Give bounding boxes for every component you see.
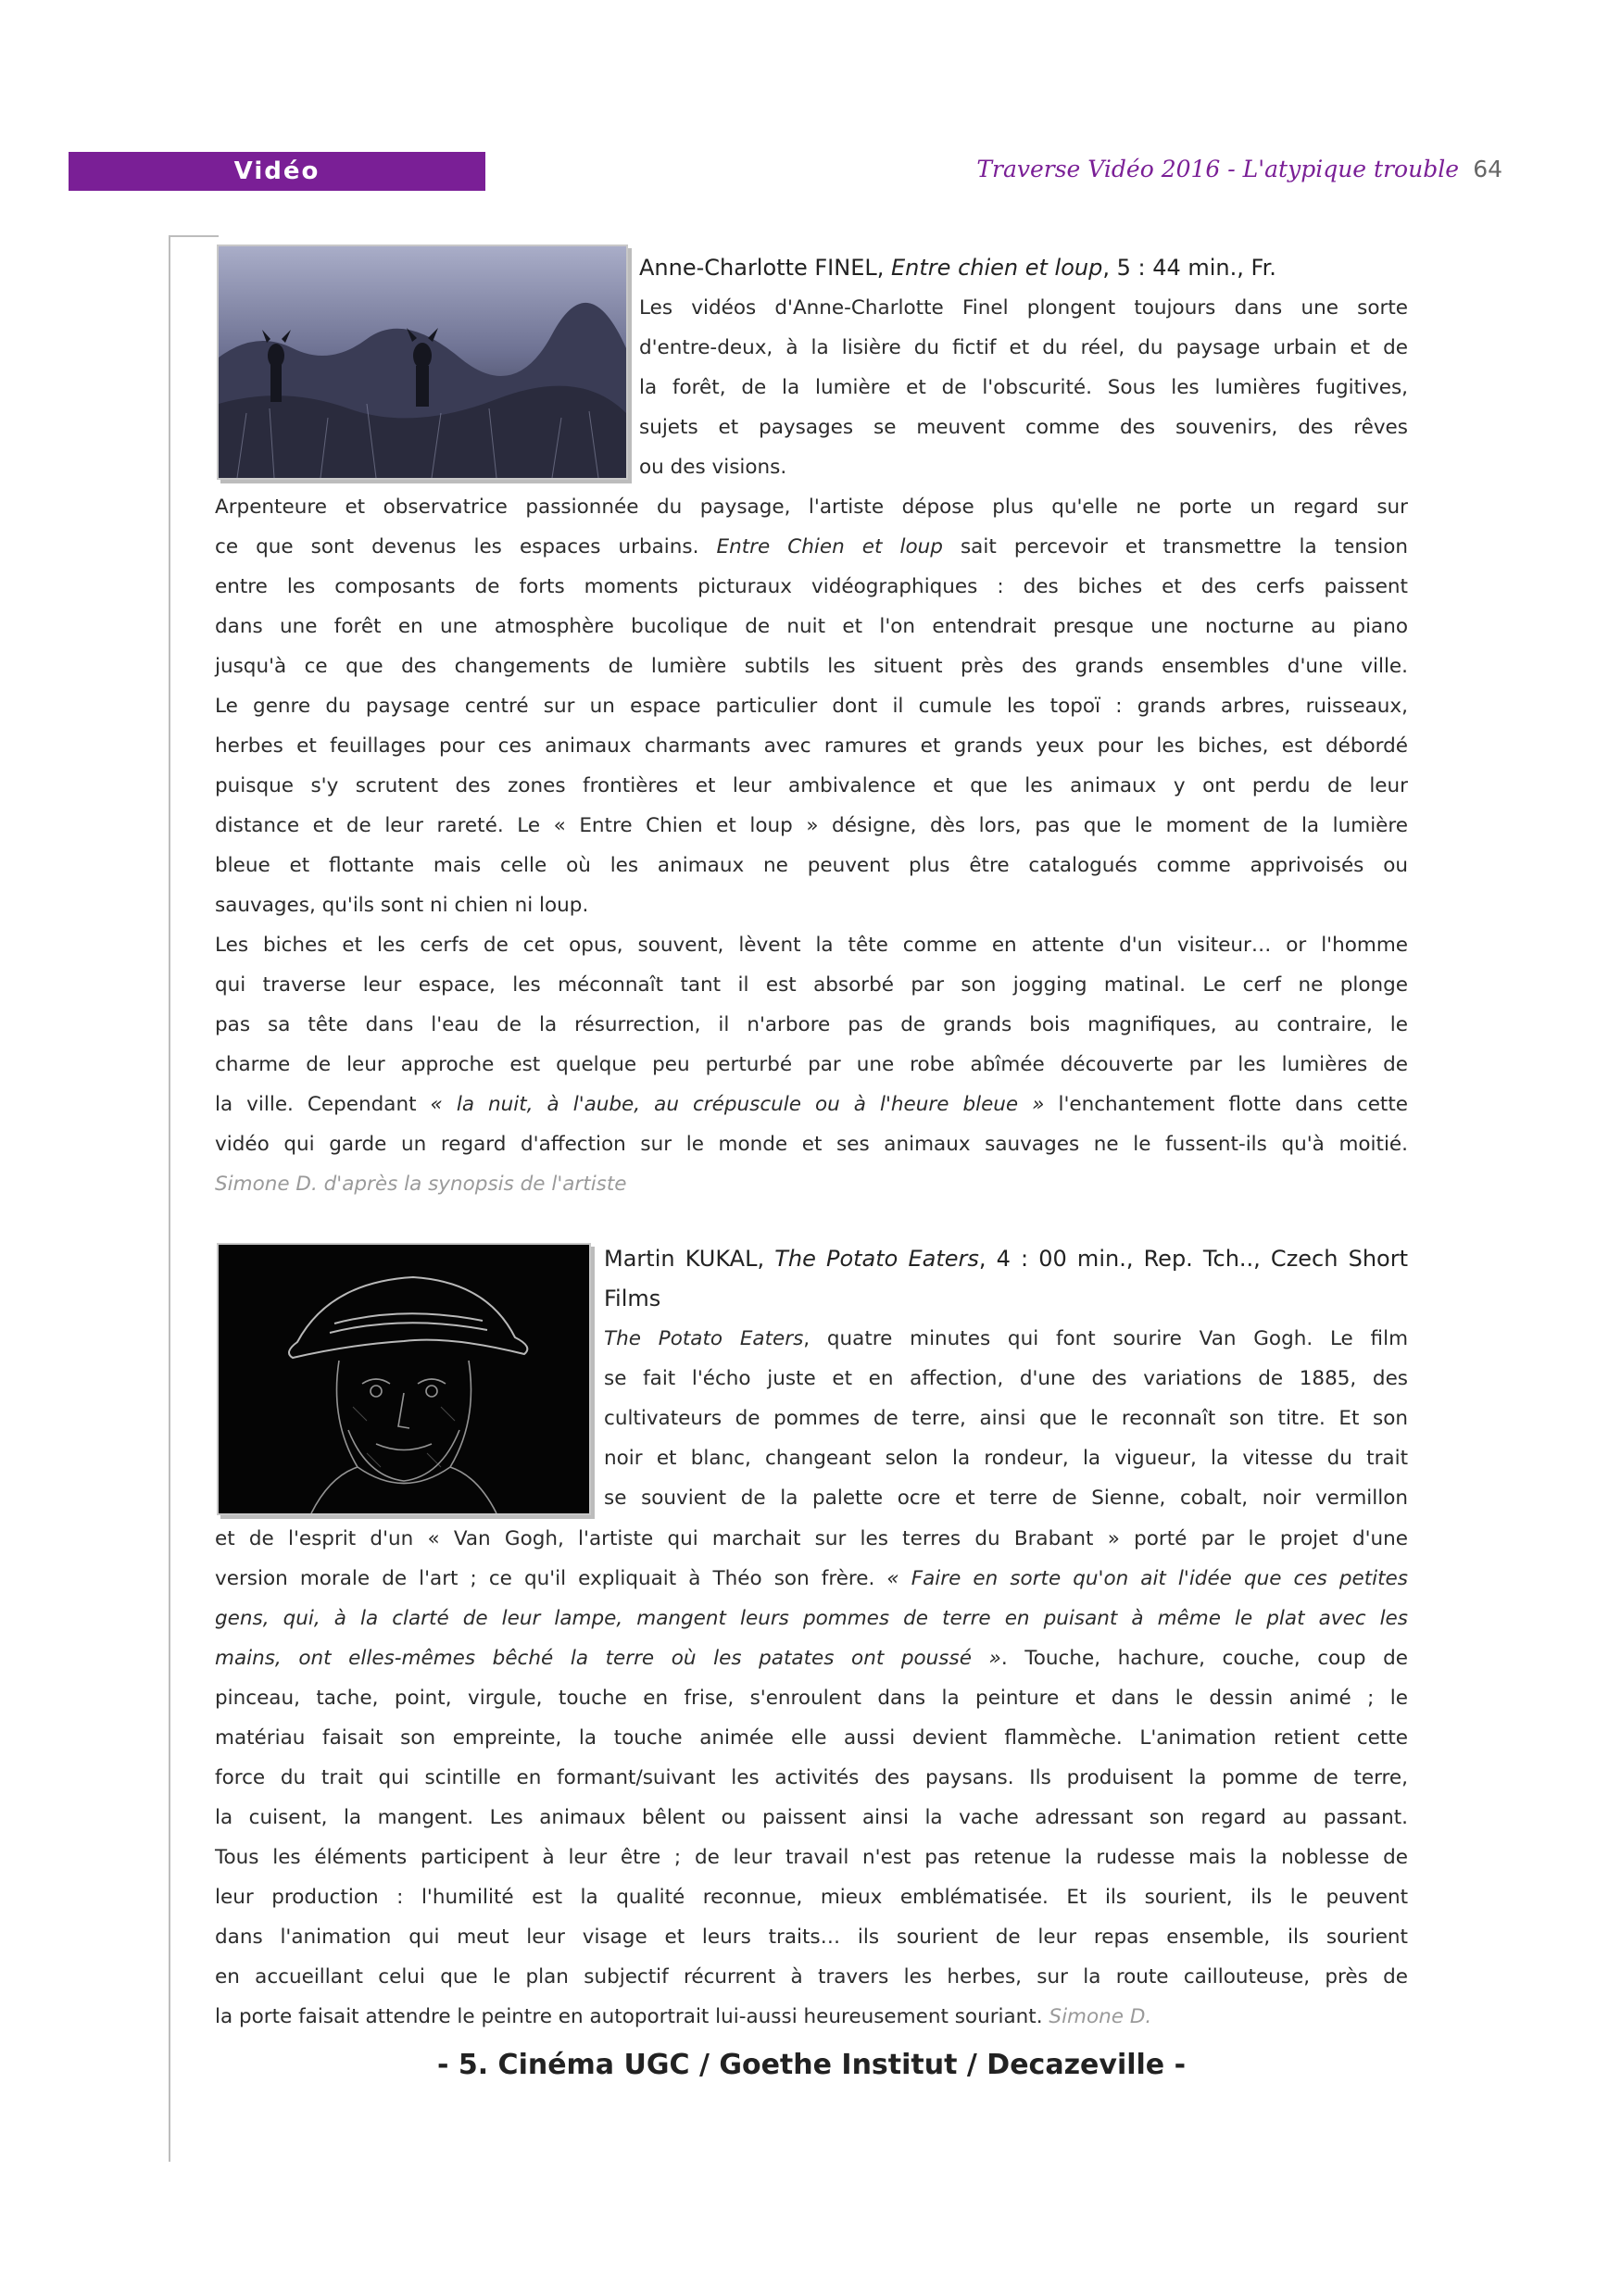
entry1-body-line: dans une forêt en une atmosphère bucolique de nuit et l'on entendrait presque une nocturne au piano [215,615,1408,638]
entry1-body-line: pas sa tête dans l'eau de la résurrection, il n'arbore pas de grands bois magnifiques, au contraire, le [215,1013,1408,1036]
entry1-body-text: la ville. Cependant [215,1093,431,1116]
entry1-body-line [215,527,1408,567]
entry2-quote: mains, ont elles-mêmes bêché la terre où les patates ont poussé » [215,1647,1001,1670]
entry2-inline-title: The Potato Eaters [604,1327,804,1350]
entry1-intro-line: Les vidéos d'Anne-Charlotte Finel plongent toujours dans une sorte [639,296,1408,320]
entry1-intro-line: d'entre-deux, à la lisière du fictif et du réel, du paysage urbain et de [639,336,1408,359]
entry2-intro [604,1319,1408,1518]
entry1-body-text: sait percevoir et transmettre la tension [942,535,1408,558]
entry1-credit: Simone D. d'après la synopsis de l'artiste [215,1173,627,1196]
section-label-bar [69,152,485,191]
entry2-body-line [215,1559,1408,1599]
entry2-meta: , 4 : 00 min., Rep. Tch.., Czech Short [978,1246,1408,1272]
entry2-body-line: et de l'esprit d'un « Van Gogh, l'artiste qui marchait sur les terres du Brabant » porté par le projet d'une [215,1527,1408,1550]
entry1-body-text: l'enchantement flotte dans cette [1044,1093,1409,1116]
entry2-intro-line: noir et blanc, changeant selon la rondeur, la vigueur, la vitesse du trait [604,1447,1408,1470]
running-title: Traverse Vidéo 2016 - L'atypique trouble [976,156,1459,182]
entry1-title: Entre chien et loup [891,255,1103,281]
entry1-body-line: sauvages, qu'ils sont ni chien ni loup. [215,894,589,917]
film-still-entre-chien-et-loup [217,245,628,480]
entry1-body-line: distance et de leur rareté. Le « Entre Chien et loup » désigne, dès lors, pas que le moment de la lumière [215,814,1408,837]
entry2-intro-line [604,1319,1408,1359]
entry2-heading [604,1239,1408,1319]
entry2-body-line [215,1997,1408,2037]
entry2-quote: gens, qui, à la clarté de leur lampe, mangent leurs pommes de terre en puisant à même le plat avec les [215,1607,1408,1630]
entry2-title: The Potato Eaters [774,1246,979,1272]
entry2-body-line: Tous les éléments participent à leur être ; de leur travail n'est pas retenue la rudesse mais la noblesse de [215,1846,1408,1869]
entry1-meta: , 5 : 44 min., Fr. [1102,255,1276,281]
venue-footer: - 5. Cinéma UGC / Goethe Institut / Decazeville - [436,2049,1187,2081]
entry2-body-line [215,1638,1408,1678]
entry1-body-line [215,1085,1408,1124]
entry2-intro-line: cultivateurs de pommes de terre, ainsi que le reconnaît son titre. Et son [604,1407,1408,1430]
entry1-body-line: Le genre du paysage centré sur un espace particulier dont il cumule les topoï : grands arbres, ruisseaux, [215,695,1408,718]
entry2-body-text: version morale de l'art ; ce qu'il expliquait à Théo son frère. [215,1567,887,1590]
entry1-inline-title: Entre Chien et loup [716,535,943,558]
entry1-body-line: bleue et flottante mais celle où les animaux ne peuvent plus être catalogués comme apprivoisés ou [215,854,1408,877]
entry2-author: Martin KUKAL, [604,1246,775,1272]
entry2-body-text: la porte faisait attendre le peintre en autoportrait lui-aussi heureusement souriant. [215,2005,1049,2028]
entry2-body-line: matériau faisait son empreinte, la touche animée elle aussi devient flammèche. L'animation retient cette [215,1726,1408,1750]
entry2-intro-line: se fait l'écho juste et en affection, d'une des variations de 1885, des [604,1367,1408,1390]
van-gogh-image [219,1245,589,1513]
entry2-meta-cont: Films [604,1286,661,1311]
entry2-body-line: en accueillant celui que le plan subjectif récurrent à travers les herbes, sur la route caillouteuse, près de [215,1965,1408,1989]
entry1-body-line: charme de leur approche est quelque peu perturbé par une robe abîmée découverte par les lumières de [215,1053,1408,1076]
entry1-quote: « la nuit, à l'aube, au crépuscule ou à l'heure bleue » [430,1093,1045,1116]
entry2-body [215,1519,1408,2037]
entry1-intro [639,288,1408,487]
page-number: 64 [1473,156,1502,182]
entry2-body-text: . Touche, hachure, couche, coup de [1000,1647,1408,1670]
entry1-body-line: Les biches et les cerfs de cet opus, souvent, lèvent la tête comme en attente d'un visiteur… or l'homme [215,934,1408,957]
entry2-heading-line [604,1239,1408,1279]
entry2-body-line: la cuisent, la mangent. Les animaux bêlent ou paissent ainsi la vache adressant son regard au passant. [215,1806,1408,1829]
entry1-body-line: Arpenteure et observatrice passionnée du paysage, l'artiste dépose plus qu'elle ne porte un regard sur [215,496,1408,519]
entry2-body-line [215,1599,1408,1638]
entry1-body-line: qui traverse leur espace, les méconnaît tant il est absorbé par son jogging matinal. Le cerf ne plonge [215,973,1408,997]
entry2-body-line: force du trait qui scintille en formant/suivant les activités des paysans. Ils produisent la pomme de terre, [215,1766,1408,1789]
entry2-body-line: pinceau, tache, point, virgule, touche en frise, s'enroulent dans la peinture et dans le dessin animé ; le [215,1687,1408,1710]
entry2-intro-line: se souvient de la palette ocre et terre de Sienne, cobalt, noir vermillon [604,1487,1408,1510]
section-label: Vidéo [233,157,320,185]
entry1-author: Anne-Charlotte FINEL, [639,255,892,281]
entry2-body-line: dans l'animation qui meut leur visage et leurs traits… ils sourient de leur repas ensemble, ils sourient [215,1926,1408,1949]
entry1-body-text: ce que sont devenus les espaces urbains. [215,535,717,558]
entry1-intro-line: la forêt, de la lumière et de l'obscurité. Sous les lumières fugitives, [639,376,1408,399]
margin-rule-top [169,235,219,237]
entry1-body-line: jusqu'à ce que des changements de lumière subtils les situent près des grands ensembles d'une ville. [215,655,1408,678]
entry1-body-line: entre les composants de forts moments picturaux vidéographiques : des biches et des cerfs paissent [215,575,1408,598]
entry1-intro-line: ou des visions. [639,456,787,479]
entry1-body-line: herbes et feuillages pour ces animaux charmants avec ramures et grands yeux pour les biches, est débordé [215,734,1408,758]
entry1-body-line: vidéo qui garde un regard d'affection sur le monde et ses animaux sauvages ne le fussent-ils qu'à moitié. [215,1133,1408,1156]
entry1-heading [639,248,1408,288]
entry1-body [215,487,1408,1204]
entry2-intro-text: , quatre minutes qui font sourire Van Gogh. Le film [803,1327,1409,1350]
entry2-quote: « Faire en sorte qu'on ait l'idée que ces petites [886,1567,1408,1590]
entry2-credit: Simone D. [1049,2005,1152,2028]
deer-image [219,246,626,478]
entry1-body-line: puisque s'y scrutent des zones frontières et leur ambivalence et que les animaux y ont perdu de leur [215,774,1408,797]
entry1-intro-line: sujets et paysages se meuvent comme des souvenirs, des rêves [639,416,1408,439]
film-still-the-potato-eaters [217,1243,591,1515]
entry2-body-line: leur production : l'humilité est la qualité reconnue, mieux emblématisée. Et ils sourient, ils le peuvent [215,1886,1408,1909]
margin-rule [169,235,170,2162]
